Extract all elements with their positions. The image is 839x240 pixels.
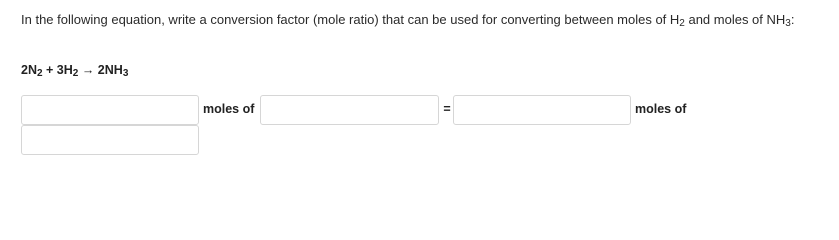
- reactant-h2: 3H: [56, 63, 73, 77]
- reactant-n2-subscript: 2: [36, 68, 43, 79]
- question-text: [21, 10, 821, 30]
- equals-sign: =: [443, 102, 451, 116]
- reaction-arrow: →: [78, 63, 98, 77]
- moles-of-label-2: moles of: [635, 102, 687, 116]
- question-suffix: :: [790, 12, 795, 27]
- reactant-h2-subscript: 2: [72, 68, 79, 79]
- denominator-species-input[interactable]: [453, 95, 631, 125]
- moles-of-label-1: moles of: [203, 102, 255, 116]
- plus-sign: +: [42, 63, 57, 77]
- denominator-quantity-input[interactable]: [21, 125, 199, 155]
- h2-subscript: 2: [679, 18, 685, 29]
- product-nh3-subscript: 3: [122, 68, 129, 79]
- product-nh3: 2NH: [97, 63, 123, 77]
- chemical-equation: [21, 63, 128, 77]
- reactant-n2: 2N: [21, 63, 37, 77]
- question-middle: and moles of NH: [684, 12, 786, 27]
- numerator-species-input[interactable]: [260, 95, 439, 125]
- nh3-subscript: 3: [785, 18, 791, 29]
- question-prefix: In the following equation, write a conversion factor (mole ratio) that can be used for converting between moles of H: [21, 12, 680, 27]
- numerator-quantity-input[interactable]: [21, 95, 199, 125]
